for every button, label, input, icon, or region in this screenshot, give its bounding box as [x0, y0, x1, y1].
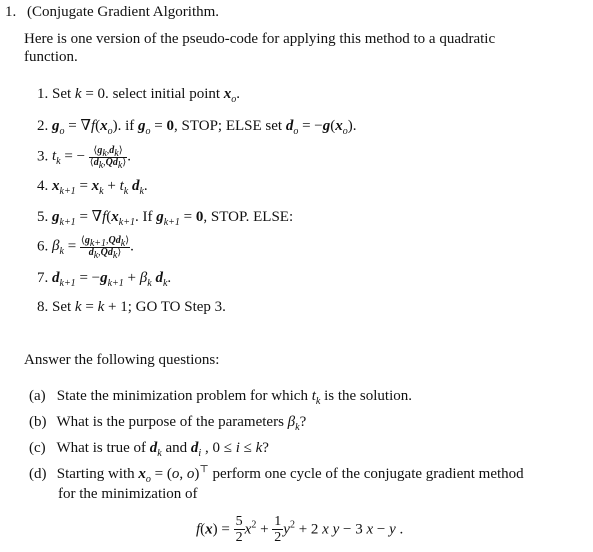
question-b: (b) What is the purpose of the parameters $\beta_k$?	[29, 414, 307, 433]
step-3: 3. $t_k$ = − $\frac{⟨g_k,d_k⟩}{⟨d_k,Qd_k⟩}$ .	[37, 145, 131, 171]
objective-function: f(x) = $\frac{5}{2}$ $x^2$ + $\frac{1}{2}$ $y^2 + 2$ x y − 3 x − y .	[196, 514, 404, 546]
intro-line-2: function.	[24, 49, 78, 65]
step-3-fraction: $\frac{⟨g_k,d_k⟩}{⟨d_k,Qd_k⟩}$	[89, 145, 127, 171]
step-6-fraction: $\frac{⟨g_{k+1},Qd_k⟩}{d_k,Qd_k⟩}$	[80, 235, 130, 261]
answer-prompt: Answer the following questions:	[24, 352, 220, 368]
intro-line-1: Here is one version of the pseudo-code for applying this method to a quadratic	[24, 31, 496, 47]
problem-number: 1.	[5, 4, 17, 20]
step-2: 2. $g_o = \nabla f(x_o)$. if $g_o = 0$, STOP; ELSE set $d_o = -g(x_o)$.	[37, 118, 357, 137]
step-number: 8.	[37, 299, 49, 315]
step-number: 5.	[37, 209, 49, 225]
step-text: Set	[52, 86, 72, 102]
question-c: (c) What is true of $d_k$ and $d_i$ , 0 ≤ i ≤ k?	[29, 440, 269, 459]
step-5: 5. $g_{k+1} = \nabla f(x_{k+1}$. If $g_{k+1} = 0$, STOP. ELSE:	[37, 209, 294, 228]
step-number: 1.	[37, 86, 49, 102]
step-4: 4. $x_{k+1} = x_k + t_k$ $d_k$.	[37, 178, 148, 197]
question-d-continued: for the minimization of	[58, 486, 198, 502]
step-1: 1. Set k = 0. select initial point $x_o$.	[37, 86, 241, 105]
step-number: 6.	[37, 238, 49, 255]
question-label: (b)	[29, 414, 47, 430]
step-number: 7.	[37, 270, 49, 286]
step-number: 3.	[37, 148, 49, 165]
step-number: 2.	[37, 118, 49, 134]
question-label: (c)	[29, 440, 46, 456]
step-8: 8. Set k = k + 1; GO TO Step 3.	[37, 299, 226, 315]
step-number: 4.	[37, 178, 49, 194]
question-a: (a) State the minimization problem for which $t_k$ is the solution.	[29, 388, 412, 407]
step-6: 6. $\beta_k$ = $\frac{⟨g_{k+1},Qd_k⟩}{d_k,Qd_k⟩}$ .	[37, 235, 134, 261]
question-d: (d) Starting with $x_o = (o$, o)⊤ perform one cycle of the conjugate gradient method	[29, 464, 524, 485]
step-7: 7. $d_{k+1} = -g_{k+1} + \beta_k$ $d_k$.	[37, 270, 172, 289]
problem-title: (Conjugate Gradient Algorithm.	[27, 4, 220, 20]
question-label: (a)	[29, 388, 46, 404]
question-label: (d)	[29, 466, 47, 482]
